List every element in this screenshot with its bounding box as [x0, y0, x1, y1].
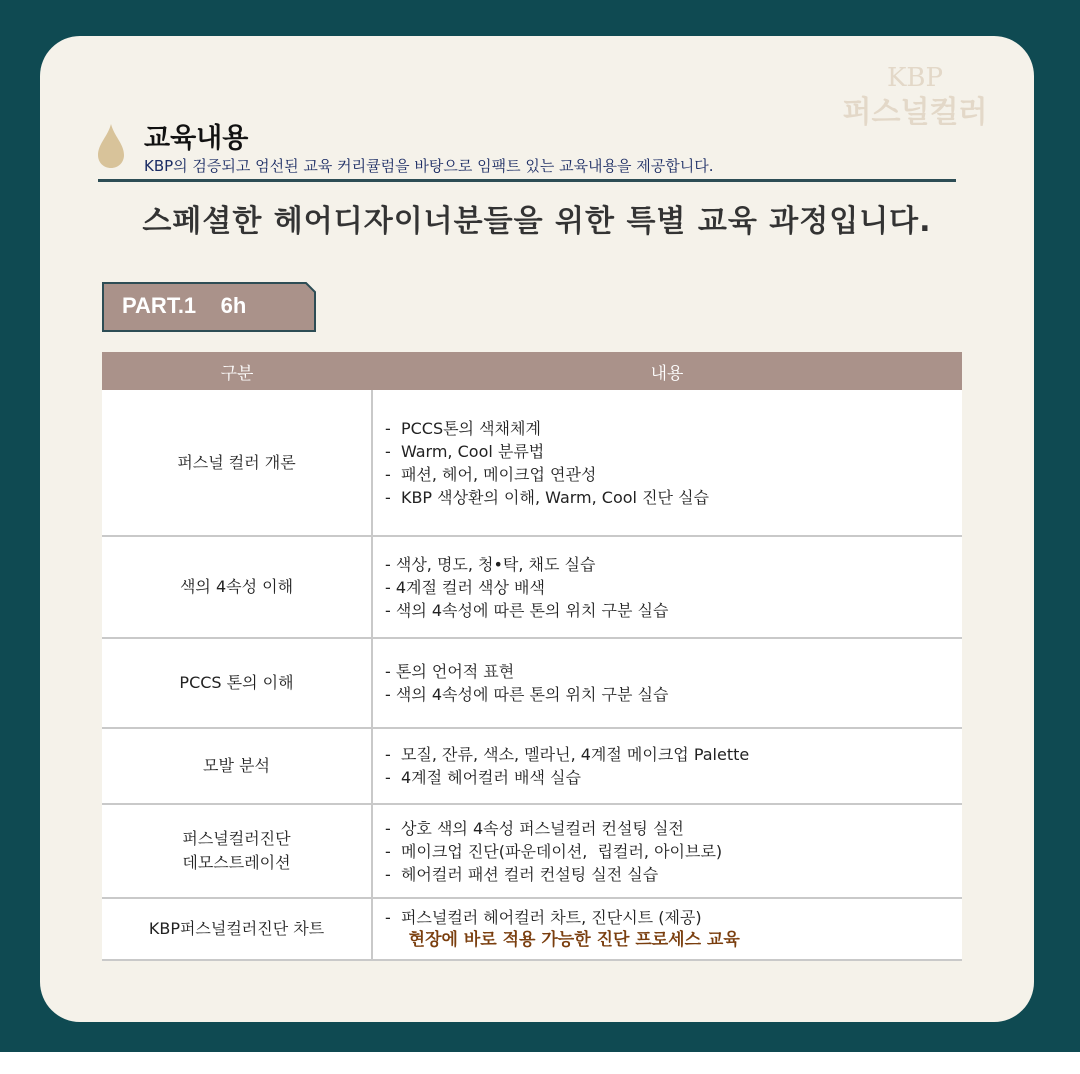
- table-row: [102, 804, 962, 898]
- category-text: 모발 분석: [203, 756, 270, 775]
- row-category: [102, 638, 372, 728]
- section-title: 교육내용: [144, 123, 249, 154]
- table-row: [102, 638, 962, 728]
- row-category: [102, 804, 372, 898]
- header-category: 구분: [102, 352, 372, 390]
- content-item: - 4계절 컬러 색상 배색: [385, 577, 545, 597]
- category-text: 색의 4속성 이해: [179, 577, 294, 596]
- table-header-row: [102, 352, 962, 390]
- row-category: [102, 536, 372, 638]
- watermark-line1: KBP: [886, 63, 944, 93]
- part-tag: [102, 282, 316, 332]
- drop-icon: [96, 122, 126, 170]
- row-category: [102, 728, 372, 804]
- category-text: 퍼스널 컬러 개론: [177, 452, 296, 472]
- section-divider: [98, 179, 956, 182]
- row-content: [372, 898, 962, 960]
- headline: 스페셜한 헤어디자이너분들을 위한 특별 교육 과정입니다.: [142, 204, 932, 239]
- content-item: - KBP 색상환의 이해, Warm, Cool 진단 실습: [385, 487, 709, 507]
- content-item: - PCCS톤의 색채체계: [385, 418, 541, 438]
- watermark-line2: 퍼스널컬러: [842, 95, 988, 130]
- content-item: - Warm, Cool 분류법: [385, 441, 545, 461]
- table-row: [102, 536, 962, 638]
- row-content: [372, 536, 962, 638]
- row-content: [372, 804, 962, 898]
- category-text: KBP퍼스널컬러진단 차트: [148, 919, 325, 938]
- table-row: [102, 390, 962, 536]
- content-item: - 상호 색의 4속성 퍼스널컬러 컨설팅 실전: [385, 818, 684, 838]
- part-label: PART.1 6h: [122, 293, 247, 318]
- content-item: - 색의 4속성에 따른 톤의 위치 구분 실습: [385, 600, 669, 620]
- highlight-text: 현장에 바로 적용 가능한 진단 프로세스 교육: [385, 930, 740, 950]
- content-item: - 퍼스널컬러 헤어컬러 차트, 진단시트 (제공): [385, 908, 702, 927]
- content-item: - 톤의 언어적 표현: [385, 662, 515, 681]
- category-text: 퍼스널컬러진단: [182, 829, 291, 848]
- content-item: - 색의 4속성에 따른 톤의 위치 구분 실습: [385, 685, 669, 704]
- row-content: [372, 728, 962, 804]
- row-category: [102, 390, 372, 536]
- table-row: [102, 728, 962, 804]
- section-subtitle: KBP의 검증되고 엄선된 교육 커리큘럼을 바탕으로 임팩트 있는 교육내용을 제공합니다.: [144, 157, 714, 175]
- content-item: - 색상, 명도, 청•탁, 채도 실습: [385, 554, 596, 574]
- curriculum-table: [102, 352, 962, 961]
- table-row: [102, 898, 962, 960]
- category-text: 데모스트레이션: [182, 853, 291, 872]
- header-content: 내용: [372, 352, 962, 390]
- content-item: - 4계절 헤어컬러 배색 실습: [385, 768, 581, 787]
- row-category: [102, 898, 372, 960]
- category-text: PCCS 톤의 이해: [179, 673, 294, 692]
- content-item: - 패션, 헤어, 메이크업 연관성: [385, 464, 597, 484]
- content-item: - 메이크업 진단(파운데이션, 립컬러, 아이브로): [385, 841, 723, 861]
- row-content: [372, 638, 962, 728]
- content-item: - 모질, 잔류, 색소, 멜라닌, 4계절 메이크업 Palette: [385, 745, 750, 764]
- content-card: [40, 36, 1034, 1022]
- kbp-watermark: [830, 62, 1000, 132]
- row-content: [372, 390, 962, 536]
- content-item: - 헤어컬러 패션 컬러 컨설팅 실전 실습: [385, 864, 659, 884]
